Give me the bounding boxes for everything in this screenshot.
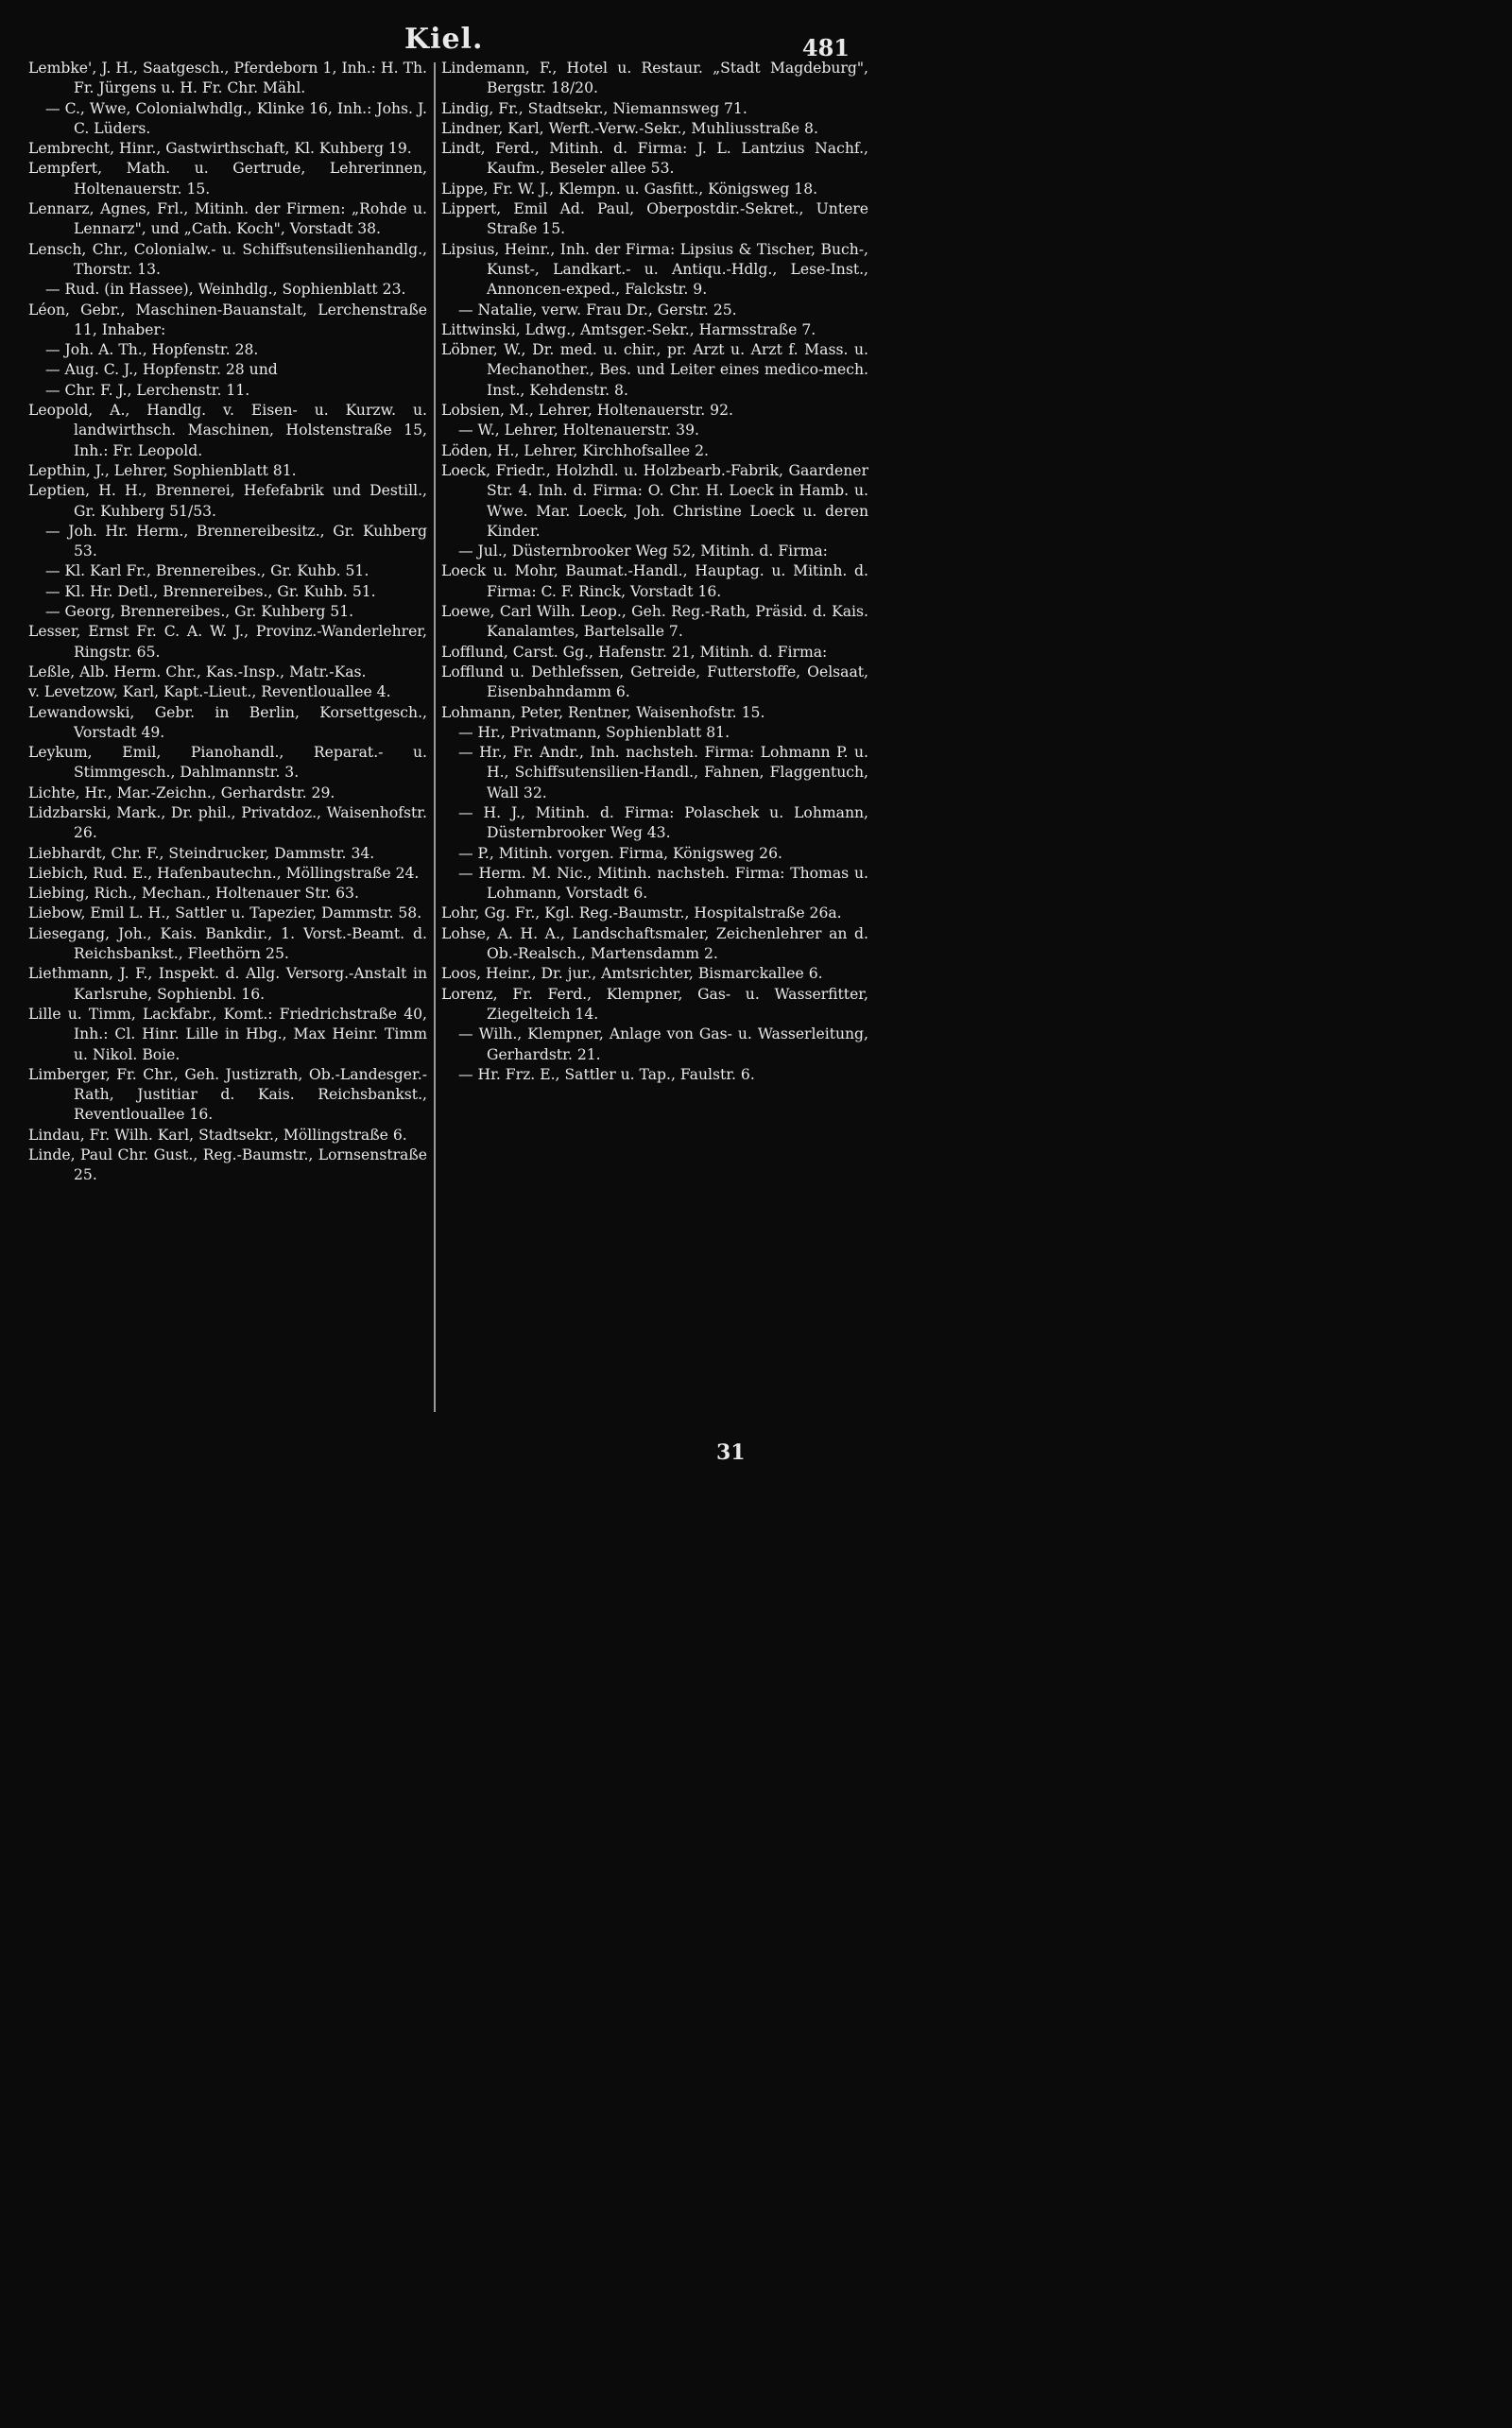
directory-entry: Leykum, Emil, Pianohandl., Reparat.- u. Stimmgesch., Dahlmannstr. 3. (28, 744, 427, 782)
directory-entry: Löbner, W., Dr. med. u. chir., pr. Arzt u. Arzt f. Mass. u. Mechanother., Bes. und Leiter eines medico-mech. Inst., Kehdenstr. 8. (441, 341, 868, 399)
page-number: 481 (801, 34, 850, 61)
directory-entry: Lindt, Ferd., Mitinh. d. Firma: J. L. Lantzius Nachf., Kaufm., Beseler allee 53. (441, 140, 868, 178)
directory-entry: — Jul., Düsternbrooker Weg 52, Mitinh. d. Firma: (458, 542, 828, 560)
directory-entry: — P., Mitinh. vorgen. Firma, Königsweg 26. (458, 844, 782, 862)
directory-entry: — Kl. Karl Fr., Brennereibes., Gr. Kuhb. 51. (45, 562, 369, 580)
directory-entry: Lichte, Hr., Mar.-Zeichn., Gerhardstr. 29. (28, 784, 335, 801)
directory-entry: — Aug. C. J., Hopfenstr. 28 und (45, 361, 278, 379)
directory-entry: Lindau, Fr. Wilh. Karl, Stadtsekr., Möllingstraße 6. (28, 1126, 407, 1144)
directory-entry: Lepthin, J., Lehrer, Sophienblatt 81. (28, 461, 297, 479)
directory-entry: Leopold, A., Handlg. v. Eisen- u. Kurzw. u. landwirthsch. Maschinen, Holstenstraße 15, Inh.: Fr. Leopold. (28, 402, 427, 459)
directory-entry: Liebow, Emil L. H., Sattler u. Tapezier, Dammstr. 58. (28, 904, 422, 922)
directory-entry: Lesser, Ernst Fr. C. A. W. J., Provinz.-Wanderlehrer, Ringstr. 65. (28, 623, 427, 661)
directory-entry: Loos, Heinr., Dr. jur., Amtsrichter, Bismarckallee 6. (441, 965, 823, 983)
directory-entry: Lippert, Emil Ad. Paul, Oberpostdir.-Sekret., Untere Straße 15. (441, 200, 868, 238)
directory-entry: Lipsius, Heinr., Inh. der Firma: Lipsius & Tischer, Buch-, Kunst-, Landkart.- u. Antiqu.-Hdlg., Lese-Inst., Annoncen-exped., Falckstr. 9. (441, 240, 868, 299)
directory-entry: Leßle, Alb. Herm. Chr., Kas.-Insp., Matr.-Kas. (28, 663, 367, 680)
directory-entry: Liethmann, J. F., Inspekt. d. Allg. Versorg.-Anstalt in Karlsruhe, Sophienbl. 16. (28, 965, 427, 1003)
directory-entry: — Hr., Privatmann, Sophienblatt 81. (458, 723, 730, 741)
directory-entry: Lensch, Chr., Colonialw.- u. Schiffsutensilienhandlg., Thorstr. 13. (28, 240, 427, 278)
directory-entry: Linde, Paul Chr. Gust., Reg.-Baumstr., Lornsenstraße 25. (28, 1146, 427, 1184)
directory-entry: Liebich, Rud. E., Hafenbautechn., Möllingstraße 24. (28, 864, 420, 882)
directory-entry: Léon, Gebr., Maschinen-Bauanstalt, Lerchenstraße 11, Inhaber: (28, 301, 427, 338)
directory-entry: Lembke', J. H., Saatgesch., Pferdeborn 1, Inh.: H. Th. Fr. Jürgens u. H. Fr. Chr. Mähl. (28, 60, 427, 97)
directory-entry: Loeck, Friedr., Holzhdl. u. Holzbearb.-Fabrik, Gaardener Str. 4. Inh. d. Firma: O. Chr. H. Loeck in Hamb. u. Wwe. Mar. Loeck, Joh. Christine Loeck u. deren Kinder. (441, 461, 868, 540)
directory-page (0, 0, 923, 1482)
directory-entry: Lennarz, Agnes, Frl., Mitinh. der Firmen: „Rohde u. Lennarz", und „Cath. Koch", Vorstadt 38. (28, 200, 427, 238)
directory-entry: Lohr, Gg. Fr., Kgl. Reg.-Baumstr., Hospitalstraße 26a. (441, 904, 842, 922)
directory-entry: — H. J., Mitinh. d. Firma: Polaschek u. Lohmann, Düsternbrooker Weg 43. (458, 803, 868, 842)
directory-entry: — Hr., Fr. Andr., Inh. nachsteh. Firma: Lohmann P. u. H., Schiffsutensilien-Handl., Fahnen, Flaggentuch, Wall 32. (458, 744, 868, 801)
directory-entry: Littwinski, Ldwg., Amtsger.-Sekr., Harmsstraße 7. (441, 320, 816, 338)
directory-entry: Lidzbarski, Mark., Dr. phil., Privatdoz., Waisenhofstr. 26. (28, 803, 427, 842)
directory-entry: Lille u. Timm, Lackfabr., Komt.: Friedrichstraße 40, Inh.: Cl. Hinr. Lille in Hbg., Max Heinr. Timm u. Nikol. Boie. (28, 1005, 427, 1063)
directory-entry: Lobsien, M., Lehrer, Holtenauerstr. 92. (441, 402, 733, 420)
directory-entry: Liebing, Rich., Mechan., Holtenauer Str. 63. (28, 885, 359, 903)
directory-entry: — Chr. F. J., Lerchenstr. 11. (45, 381, 250, 399)
directory-entry: Leptien, H. H., Brennerei, Hefefabrik und Destill., Gr. Kuhberg 51/53. (28, 482, 427, 520)
directory-entry: — W., Lehrer, Holtenauerstr. 39. (458, 422, 699, 439)
directory-entry: Lembrecht, Hinr., Gastwirthschaft, Kl. Kuhberg 19. (28, 140, 412, 158)
directory-entry: Lohse, A. H. A., Landschaftsmaler, Zeichenlehrer an d. Ob.-Realsch., Martensdamm 2. (441, 924, 868, 963)
directory-entry: Lewandowski, Gebr. in Berlin, Korsettgesch., Vorstadt 49. (28, 703, 427, 741)
directory-entry: — C., Wwe, Colonialwhdlg., Klinke 16, Inh.: Johs. J. C. Lüders. (45, 99, 427, 137)
directory-entry: Limberger, Fr. Chr., Geh. Justizrath, Ob.-Landesger.-Rath, Justitiar d. Kais. Reichsbankst., Reventlouallee 16. (28, 1065, 427, 1124)
directory-entry: — Georg, Brennereibes., Gr. Kuhberg 51. (45, 603, 354, 621)
directory-entry: — Rud. (in Hassee), Weinhdlg., Sophienblatt 23. (45, 281, 406, 299)
directory-entry: Lohmann, Peter, Rentner, Waisenhofstr. 15. (441, 703, 765, 721)
directory-entry: Lindner, Karl, Werft.-Verw.-Sekr., Muhliusstraße 8. (441, 119, 818, 137)
directory-entry: Liesegang, Joh., Kais. Bankdir., 1. Vorst.-Beamt. d. Reichsbankst., Fleethörn 25. (28, 924, 427, 963)
directory-entry: — Herm. M. Nic., Mitinh. nachsteh. Firma: Thomas u. Lohmann, Vorstadt 6. (458, 864, 868, 903)
directory-entry: — Kl. Hr. Detl., Brennereibes., Gr. Kuhb. 51. (45, 582, 376, 600)
directory-entry: Lempfert, Math. u. Gertrude, Lehrerinnen, Holtenauerstr. 15. (28, 160, 427, 198)
directory-entry: — Hr. Frz. E., Sattler u. Tap., Faulstr. 6. (458, 1065, 755, 1083)
directory-entry: Liebhardt, Chr. F., Steindrucker, Dammstr. 34. (28, 844, 375, 862)
right-column (441, 59, 868, 1085)
directory-entry: — Joh. Hr. Herm., Brennereibesitz., Gr. Kuhberg 53. (45, 522, 427, 560)
directory-entry: — Wilh., Klempner, Anlage von Gas- u. Wasserleitung, Gerhardstr. 21. (458, 1025, 868, 1063)
directory-entry: Loewe, Carl Wilh. Leop., Geh. Reg.-Rath, Präsid. d. Kais. Kanalamtes, Bartelsalle 7. (441, 603, 868, 641)
signature-mark: 31 (716, 1440, 746, 1465)
directory-entry: Lorenz, Fr. Ferd., Klempner, Gas- u. Wasserfitter, Ziegelteich 14. (441, 985, 868, 1023)
directory-entry: v. Levetzow, Karl, Kapt.-Lieut., Reventlouallee 4. (28, 683, 391, 701)
directory-entry: — Natalie, verw. Frau Dr., Gerstr. 25. (458, 301, 737, 319)
left-column (28, 59, 427, 1186)
directory-entry: Lippe, Fr. W. J., Klempn. u. Gasfitt., Königsweg 18. (441, 180, 818, 198)
directory-entry: Löden, H., Lehrer, Kirchhofsallee 2. (441, 441, 709, 459)
page-header (0, 17, 923, 61)
directory-entry: Lindig, Fr., Stadtsekr., Niemannsweg 71. (441, 99, 747, 117)
directory-entry: Lindemann, F., Hotel u. Restaur. „Stadt Magdeburg", Bergstr. 18/20. (441, 60, 868, 97)
column-divider (434, 62, 436, 1412)
directory-entry: Lofflund, Carst. Gg., Hafenstr. 21, Mitinh. d. Firma: (441, 643, 828, 661)
page-title: Kiel. (404, 23, 484, 56)
directory-entry: — Joh. A. Th., Hopfenstr. 28. (45, 341, 259, 359)
directory-entry: Lofflund u. Dethlefssen, Getreide, Futterstoffe, Oelsaat, Eisenbahndamm 6. (441, 663, 868, 701)
directory-entry: Loeck u. Mohr, Baumat.-Handl., Hauptag. u. Mitinh. d. Firma: C. F. Rinck, Vorstadt 16. (441, 562, 868, 600)
